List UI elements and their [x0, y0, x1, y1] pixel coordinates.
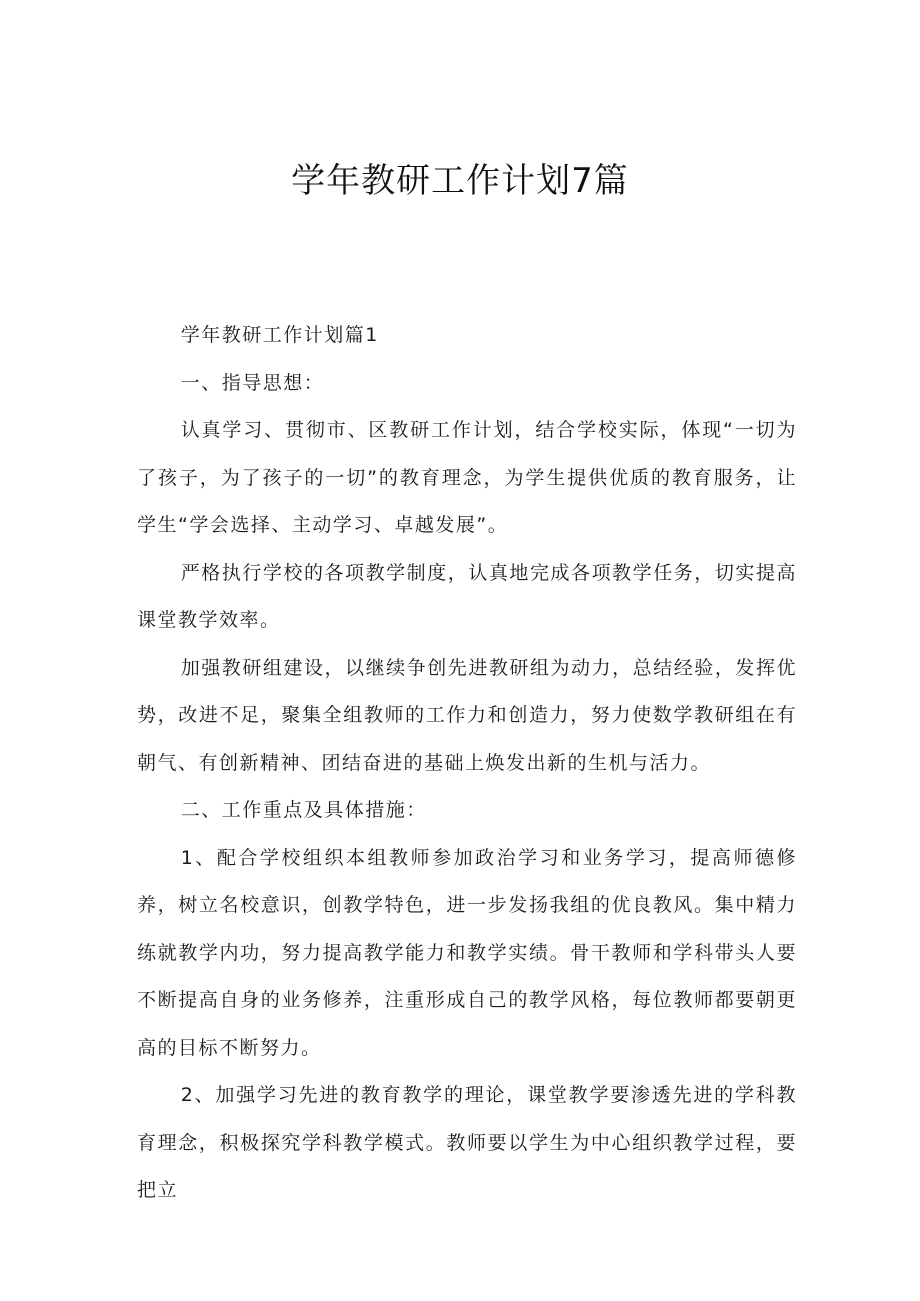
paragraph: 加强教研组建设，以继续争创先进教研组为动力，总结经验，发挥优势，改进不足，聚集全组教师的工作力和创造力，努力使数学教研组在有朝气、有创新精神、团结奋进的基础上焕发出新的生机与活力。: [137, 656, 797, 774]
paragraph: 严格执行学校的各项教学制度，认真地完成各项教学任务，切实提高课堂教学效率。: [137, 561, 797, 631]
paragraph: 2、加强学习先进的教育教学的理论，课堂教学要渗透先进的学科教育理念，积极探究学科教学模式。教师要以学生为中心组织教学过程，要把立: [137, 1084, 797, 1201]
subheading-work-focus: 二、工作重点及具体措施：: [180, 799, 427, 821]
paragraph: 认真学习、贯彻市、区教研工作计划，结合学校实际，体现“一切为了孩子，为了孩子的一切”的教育理念，为学生提供优质的教育服务，让学生“学会选择、主动学习、卓越发展”。: [137, 419, 797, 536]
section-heading: 学年教研工作计划篇1: [180, 324, 379, 346]
subheading-guiding-ideology: 一、指导思想：: [180, 371, 325, 394]
document-title: 学年教研工作计划7篇: [291, 161, 629, 201]
paragraph: 1、配合学校组织本组教师参加政治学习和业务学习，提高师德修养，树立名校意识，创教学特色，进一步发扬我组的优良教风。集中精力练就教学内功，努力提高教学能力和教学实绩。骨干教师和学科带头人要不断提高自身的业务修养，注重形成自己的教学风格，每位教师都要朝更高的目标不断努力。: [137, 846, 797, 1059]
document-body: [137, 312, 797, 1215]
